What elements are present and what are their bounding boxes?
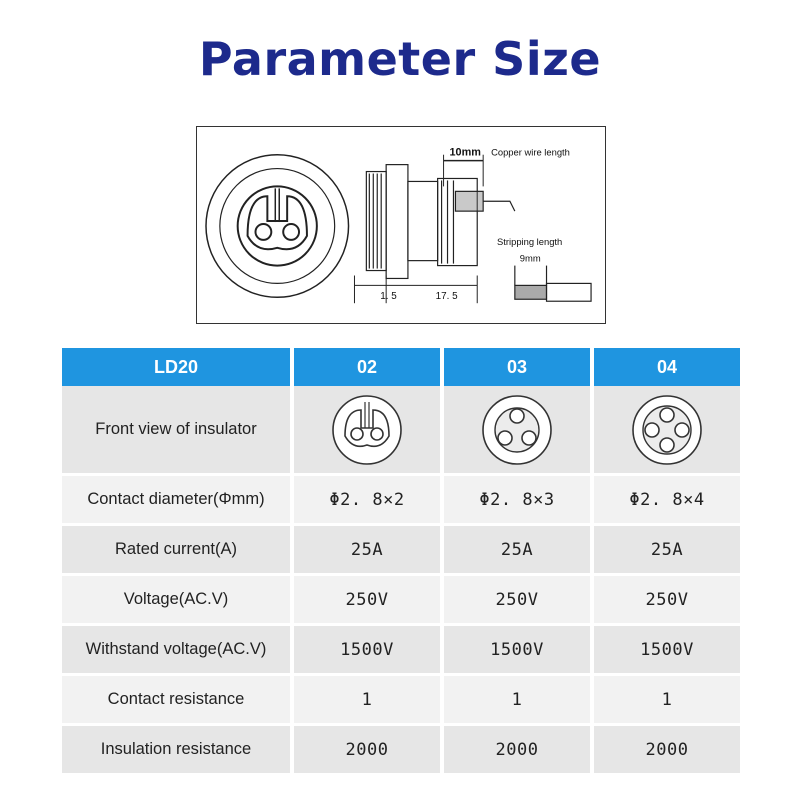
page-title: Parameter Size <box>198 32 602 86</box>
cell-04: 25A <box>594 526 740 576</box>
cell-03: 1500V <box>444 626 590 676</box>
insulator-4pin-cell <box>594 386 740 476</box>
row-label: Rated current(A) <box>62 526 290 576</box>
cell-02: 1500V <box>294 626 440 676</box>
dim-1-5-label: 1. 5 <box>380 291 397 303</box>
dim-17-5-label: 17. 5 <box>435 291 458 303</box>
cell-03: Φ2. 8×3 <box>444 476 590 526</box>
stripped-wire-sketch <box>515 266 591 302</box>
row-front-view <box>62 386 740 476</box>
header-model: LD20 <box>62 348 290 386</box>
row-contact-resistance <box>62 676 740 726</box>
row-label: Voltage(AC.V) <box>62 576 290 626</box>
cell-02: 2000 <box>294 726 440 776</box>
spec-table <box>58 348 744 776</box>
dim-10mm-label: 10mm <box>449 146 481 159</box>
insulator-2pin-icon <box>329 392 405 468</box>
connector-front-view <box>206 155 349 298</box>
cell-04: 250V <box>594 576 740 626</box>
cell-02: Φ2. 8×2 <box>294 476 440 526</box>
header-04: 04 <box>594 348 740 386</box>
cell-03: 1 <box>444 676 590 726</box>
insulator-2pin-cell <box>294 386 440 476</box>
row-voltage <box>62 576 740 626</box>
copper-wire-length-label: Copper wire length <box>491 146 570 158</box>
cell-02: 250V <box>294 576 440 626</box>
row-label: Withstand voltage(AC.V) <box>62 626 290 676</box>
connector-drawing-svg <box>197 127 605 323</box>
connector-side-view <box>354 155 514 303</box>
header-03: 03 <box>444 348 590 386</box>
row-label: Front view of insulator <box>62 386 290 476</box>
cell-04: 1 <box>594 676 740 726</box>
row-contact-diameter <box>62 476 740 526</box>
connector-dimension-drawing <box>196 126 606 324</box>
cell-03: 25A <box>444 526 590 576</box>
row-rated-current <box>62 526 740 576</box>
row-label: Contact diameter(Φmm) <box>62 476 290 526</box>
stripping-length-label: Stripping length <box>497 235 563 247</box>
cell-04: 2000 <box>594 726 740 776</box>
header-02: 02 <box>294 348 440 386</box>
insulator-4pin-icon <box>629 392 705 468</box>
cell-02: 25A <box>294 526 440 576</box>
cell-03: 2000 <box>444 726 590 776</box>
cell-03: 250V <box>444 576 590 626</box>
cell-04: 1500V <box>594 626 740 676</box>
cell-04: Φ2. 8×4 <box>594 476 740 526</box>
row-insulation-resistance <box>62 726 740 776</box>
dim-9mm-label: 9mm <box>519 252 541 264</box>
spec-header-row <box>62 348 740 386</box>
row-label: Contact resistance <box>62 676 290 726</box>
row-withstand-voltage <box>62 626 740 676</box>
insulator-3pin-cell <box>444 386 590 476</box>
insulator-3pin-icon <box>479 392 555 468</box>
cell-02: 1 <box>294 676 440 726</box>
row-label: Insulation resistance <box>62 726 290 776</box>
